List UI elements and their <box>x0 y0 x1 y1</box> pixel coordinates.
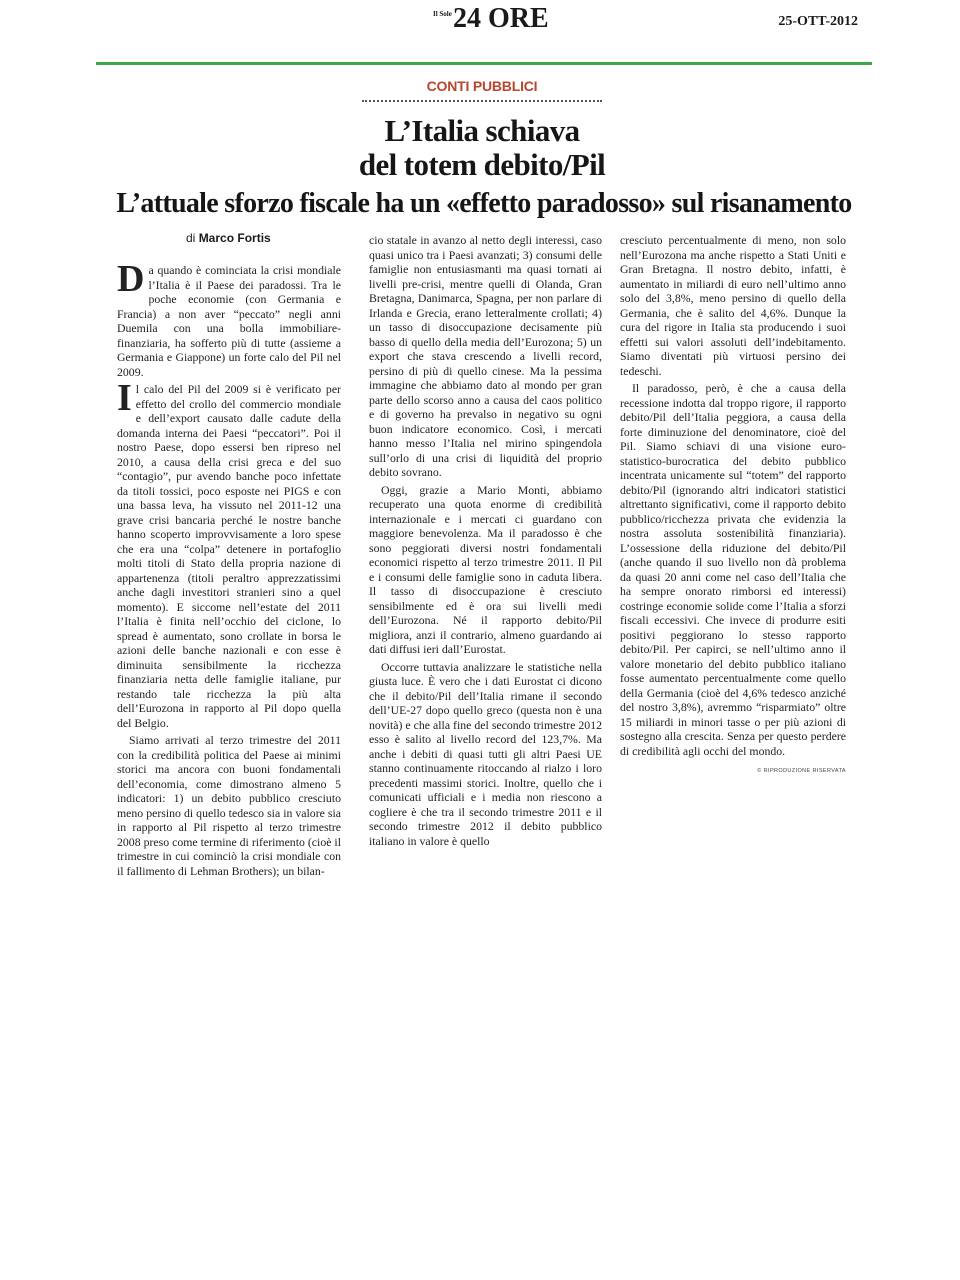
paragraph: Siamo arrivati al terzo trimestre del 2011 con la credibilità politica del Paese ai minimi storici ma ancora con buoni fondamentali dell’economia, come dimostrano almeno 5 indicatori: 1) un debito pubblico cresciuto meno persino di quello tedesco sia in valore sia in rapporto al Pil rispetto al terzo trimestre 2008 preso come termine di riferimento (cioè il trimestre in cui cominciò la crisi mondiale con il fallimento di Lehman Brothers); un bilan- <box>117 733 341 878</box>
publication-date: 25-OTT-2012 <box>778 14 858 29</box>
masthead-large-text: 24 ORE <box>453 3 549 34</box>
copyright-notice: © RIPRODUZIONE RISERVATA <box>757 768 846 774</box>
article-subtitle: L’attuale sforzo fiscale ha un «effetto paradosso» sul risanamento <box>116 188 852 219</box>
article-column-3 <box>620 233 846 779</box>
article-column-1 <box>117 258 341 878</box>
author-name: Marco Fortis <box>198 231 271 245</box>
section-divider <box>362 100 602 102</box>
article-column-2 <box>369 233 602 848</box>
byline <box>186 231 271 245</box>
paragraph: Il paradosso, però, è che a causa della recessione indotta dal troppo rigore, il rapporto debito/Pil dell’Italia peggiora, a causa della forte diminuzione del denominatore, cioè del Pil. Siamo schiavi di una visione euro-statistico-burocratica del debito pubblico incentrata unicamente sul “totem” del rapporto debito/Pil (ignorando altri indicatori statistici altrettanto significativi, come il rapporto debito pubblico/ricchezza privata che evidenzia la nostra assoluta sostenibilità finanziaria). L’ossessione della riduzione del debito/Pil (anche quando il suo livello non dà problema da quasi 20 anni come nel caso dell’Italia che ha sempre onorato rimborsi ed interessi) costringe economie solide come l’Italia a sforzi fiscali eccessivi. Che invece di produrre esiti positivi peggiorano lo stesso rapporto debito/Pil. Per capirci, se nell’ultimo anno il valore monetario del debito pubblico italiano fosse aumentato percentualmente come quello della Germania (cioè del 4,6% tedesco anziché del nostro 3,8%), avremmo “risparmiato” oltre 15 miliardi in minori tasse o per più azioni di sostegno alla crescita. Senza per questo perdere di credibilità agli occhi del mondo. <box>620 381 846 758</box>
title-line-1: L’Italia schiava <box>384 113 580 148</box>
masthead-small-text: Il Sole <box>433 10 452 18</box>
paragraph: cresciuto percentualmente di meno, non solo nell’Eurozona ma anche rispetto a Stati Uniti e Gran Bretagna. Il nostro debito, infatti, è aumentato in miliardi di euro nell’ultimo anno solo del 3,8%, meno persino di quello della Germania, che è salito del 4,6%. Dunque la cura del rigore in Italia sta producendo i suoi effetti sui valori assoluti dell’indebitamento. Siamo diventati più virtuosi persino dei tedeschi. <box>620 233 846 378</box>
drop-cap: D <box>117 258 145 300</box>
paragraph-text: l calo del Pil del 2009 si è verificato per effetto del crollo del commercio mondiale e dell’export causato dalle cadute della domanda interna dei Paesi “peccatori”. Poi il nostro Paese, dopo essersi ben ripreso nel 2010, a causa della crisi greca e del suo “contagio”, pur avendo banche poco infettate da titoli tossici, poco esposte nei PIGS e con una bassa leva, ha vissuto nel 2011-12 una grave crisi bancaria perché le nostre banche hanno scoperto improvvisamente a loro spese che era una “colpa” detenere in portafoglio molti titoli di Stato della propria nazione di appartenenza (titoli peraltro apprezzatissimi anche dagli investitori stranieri sino a quel momento). E siccome nell’estate del 2011 l’Italia è finita nell’occhio del ciclone, lo spread è aumentato, sono crollate in borsa le azioni delle banche nazionali e con esse è diminuita sensibilmente la ricchezza finanziaria netta delle famiglie italiane, pur restando tale ricchezza la più alta dell’Eurozona in rapporto al Pil dopo quella del Belgio. <box>117 382 341 730</box>
byline-prefix: di <box>186 231 196 245</box>
paragraph: Occorre tuttavia analizzare le statistiche nella giusta luce. È vero che i dati Eurostat ci dicono che il debito/Pil dell’Italia rimane il secondo dell’UE-27 dopo quello greco (questa non è una novità) e che alla fine del secondo trimestre 2012 esso è salito al livello record del 123,7%. Ma anche i debiti di quasi tutti gli altri Paesi UE stanno continuamente ritoccando al rialzo i loro precedenti massimi storici. Inoltre, quello che i comunicati ufficiali e i media non riescono a cogliere è che tra il secondo trimestre 2011 e il secondo trimestre 2012 il debito pubblico italiano in valore è quello <box>369 659 602 848</box>
header-divider <box>96 62 872 65</box>
drop-cap: I <box>117 377 132 419</box>
section-label: CONTI PUBBLICI <box>426 78 538 94</box>
article-title <box>262 114 702 182</box>
paragraph-text: a quando è cominciata la crisi mondiale l’Italia è il Paese dei paradossi. Tra le poche economie (con Germania e Francia) a non aver “peccato” negli anni Duemila con una bolla immobiliare-finanziaria, ha sofferto più di tutte (assieme a Germania e Giappone) un forte calo del Pil nel 2009. <box>117 263 341 379</box>
paragraph <box>117 258 341 379</box>
title-line-2: del totem debito/Pil <box>358 147 606 182</box>
paragraph: cio statale in avanzo al netto degli interessi, caso quasi unico tra i Paesi avanzati; 3) consumi delle famiglie non entusiasmanti ma quasi tornati ai livelli pre-crisi, mentre quelli di Olanda, Gran Bretagna, Danimarca, Spagna, per non parlare di Irlanda e Grecia, erano letteralmente crollati; 4) un tasso di disoccupazione decisamente più basso di quello della media dell’Eurozona; 5) un export che stava crescendo a livelli record, persino di più di quello cinese. Ma la pessima immagine che abbiamo dato al mondo per gran parte dello scorso anno a causa del caos politico e di governo ha prevalso in negativo su ogni buon indicatore economico. Così, i mercati hanno messo l’Italia nel mirino spingendola sull’orlo di una crisi di liquidità del proprio debito sovrano. <box>369 233 602 479</box>
paragraph <box>117 377 341 730</box>
paragraph: Oggi, grazie a Mario Monti, abbiamo recuperato una quota enorme di credibilità internazionale e i mercati ci guardano con maggiore benevolenza. Ma il paradosso è che sono peggiorati diversi nostri fondamentali economici rispetto al terzo trimestre 2011. Il Pil e i consumi delle famiglie sono in caduta libera. Il tasso di disoccupazione è cresciuto sensibilmente ed è ora sui livelli medi dell’Eurozona. Né il rapporto debito/Pil migliora, anzi il contrario, almeno guardando ai dati diffusi ieri dall’Eurostat. <box>369 482 602 656</box>
